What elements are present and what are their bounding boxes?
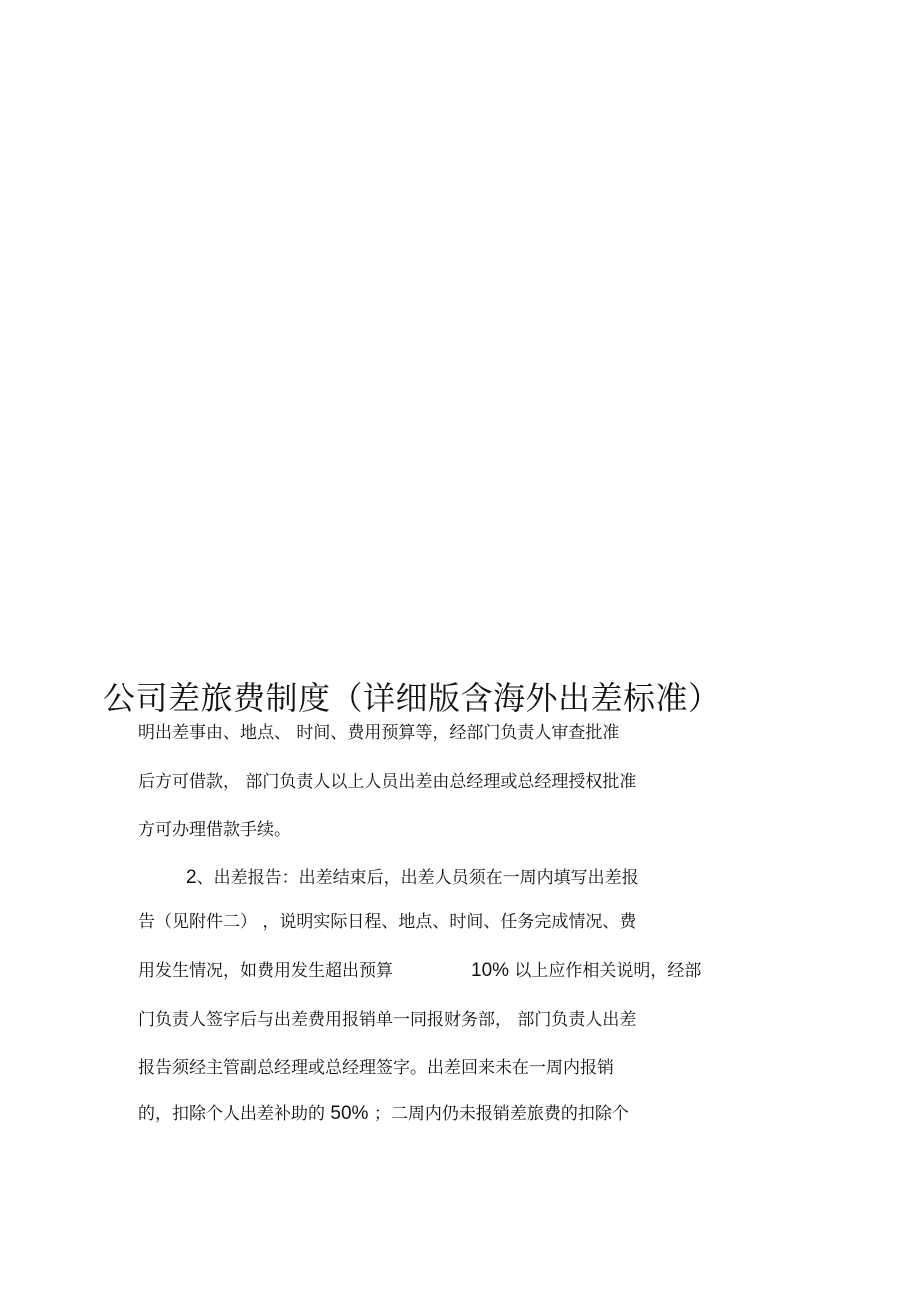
body-line-9-pre: 的，扣除个人出差补助的 (138, 1104, 331, 1124)
body-line-6 (138, 958, 701, 984)
document-title: 公司差旅费制度（详细版含海外出差标准） (103, 679, 721, 717)
body-line-5: 告（见附件二） ，说明实际日程、地点、时间、任务完成情况、费 (138, 912, 637, 932)
percent-50: 50% (330, 1103, 369, 1124)
body-line-9 (138, 1101, 629, 1127)
body-line-2: 后方可借款， 部门负责人以上人员出差由总经理或总经理授权批准 (138, 772, 637, 792)
body-line-8: 报告须经主管副总经理或总经理签字。出差回来未在一周内报销 (138, 1058, 614, 1078)
body-line-7: 门负责人签字后与出差费用报销单一同报财务部， 部门负责人出差 (138, 1010, 637, 1030)
item-number: 2 (186, 867, 197, 888)
body-line-6-post: 以上应作相关说明，经部 (509, 961, 702, 981)
percent-10: 10% (471, 960, 510, 981)
body-line-4 (186, 865, 639, 891)
body-line-4-text: 、出差报告：出差结束后，出差人员须在一周内填写出差报 (196, 868, 639, 888)
body-line-3: 方可办理借款手续。 (138, 820, 291, 840)
body-line-9-post: ；二周内仍未报销差旅费的扣除个 (368, 1104, 629, 1124)
body-line-1: 明出差事由、地点、 时间、费用预算等，经部门负责人审查批准 (138, 723, 620, 743)
body-line-6-pre: 用发生情况，如费用发生超出预算 (138, 961, 393, 981)
